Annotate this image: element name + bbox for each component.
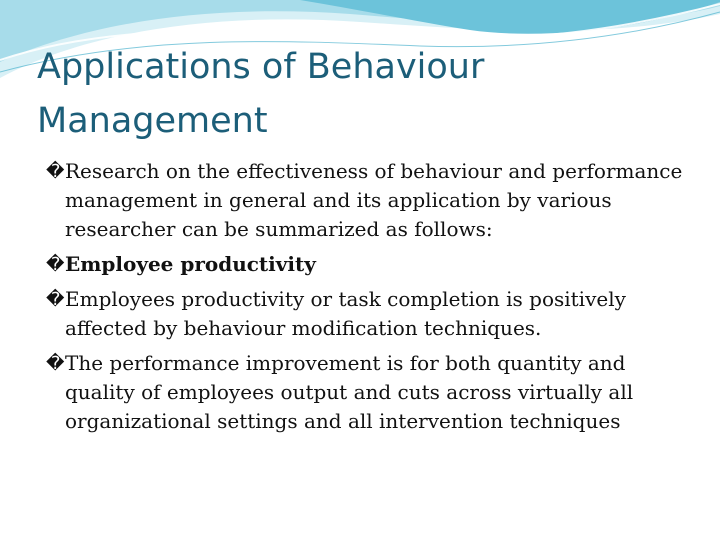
- paragraph-text: The performance improvement is for both quantity and quality of employees output and cuts across virtually all organizational settings and all intervention techniques: [65, 351, 634, 433]
- bullet-paragraph-2: [46, 250, 686, 279]
- bullet-icon: �: [46, 353, 65, 374]
- bullet-paragraph-3: [46, 285, 686, 343]
- paragraph-text: Employee productivity: [65, 252, 316, 276]
- bullet-paragraph-4: [46, 349, 686, 436]
- paragraph-text: Research on the effectiveness of behaviour and performance management in general and its application by various researcher can be summarized as follows:: [65, 159, 683, 241]
- slide-title-line-2: Management: [37, 101, 268, 141]
- slide-title-line-1: Applications of Behaviour: [37, 47, 485, 87]
- paragraph-text: Employees productivity or task completion is positively affected by behaviour modification techniques.: [65, 287, 626, 340]
- bullet-icon: �: [46, 161, 65, 182]
- bullet-icon: �: [46, 254, 65, 275]
- slide-body: [46, 157, 686, 442]
- bullet-paragraph-1: [46, 157, 686, 244]
- bullet-icon: �: [46, 289, 65, 310]
- slide-title: [37, 40, 677, 148]
